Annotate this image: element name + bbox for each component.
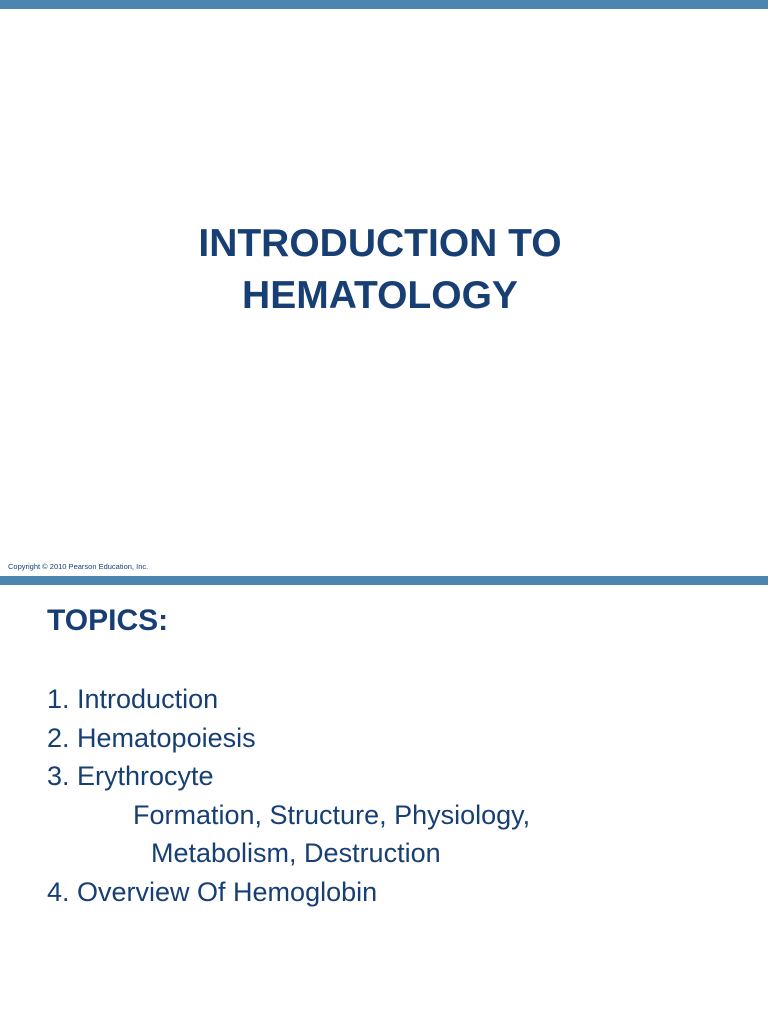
topic-item-erythrocyte: 3. Erythrocyte — [47, 761, 214, 791]
slide-title-line-2: HEMATOLOGY — [242, 274, 518, 317]
topic-item-hemoglobin: 4. Overview Of Hemoglobin — [47, 876, 378, 907]
topic-subitem-metabolism: Metabolism, Destruction — [151, 838, 441, 868]
slide-title — [0, 218, 760, 322]
slide-title-line-1: INTRODUCTION TO — [198, 222, 562, 265]
slide-divider-bar — [0, 576, 768, 585]
copyright-notice: Copyright © 2010 Pearson Education, Inc. — [8, 562, 149, 571]
topic-subitem-formation: Formation, Structure, Physiology, — [133, 799, 531, 830]
topic-item-hematopoiesis: 2. Hematopoiesis — [47, 722, 256, 753]
topic-item-introduction: 1. Introduction — [47, 684, 219, 714]
topics-heading: TOPICS: — [47, 604, 169, 637]
topics-list — [47, 680, 530, 911]
top-accent-bar — [0, 0, 768, 9]
